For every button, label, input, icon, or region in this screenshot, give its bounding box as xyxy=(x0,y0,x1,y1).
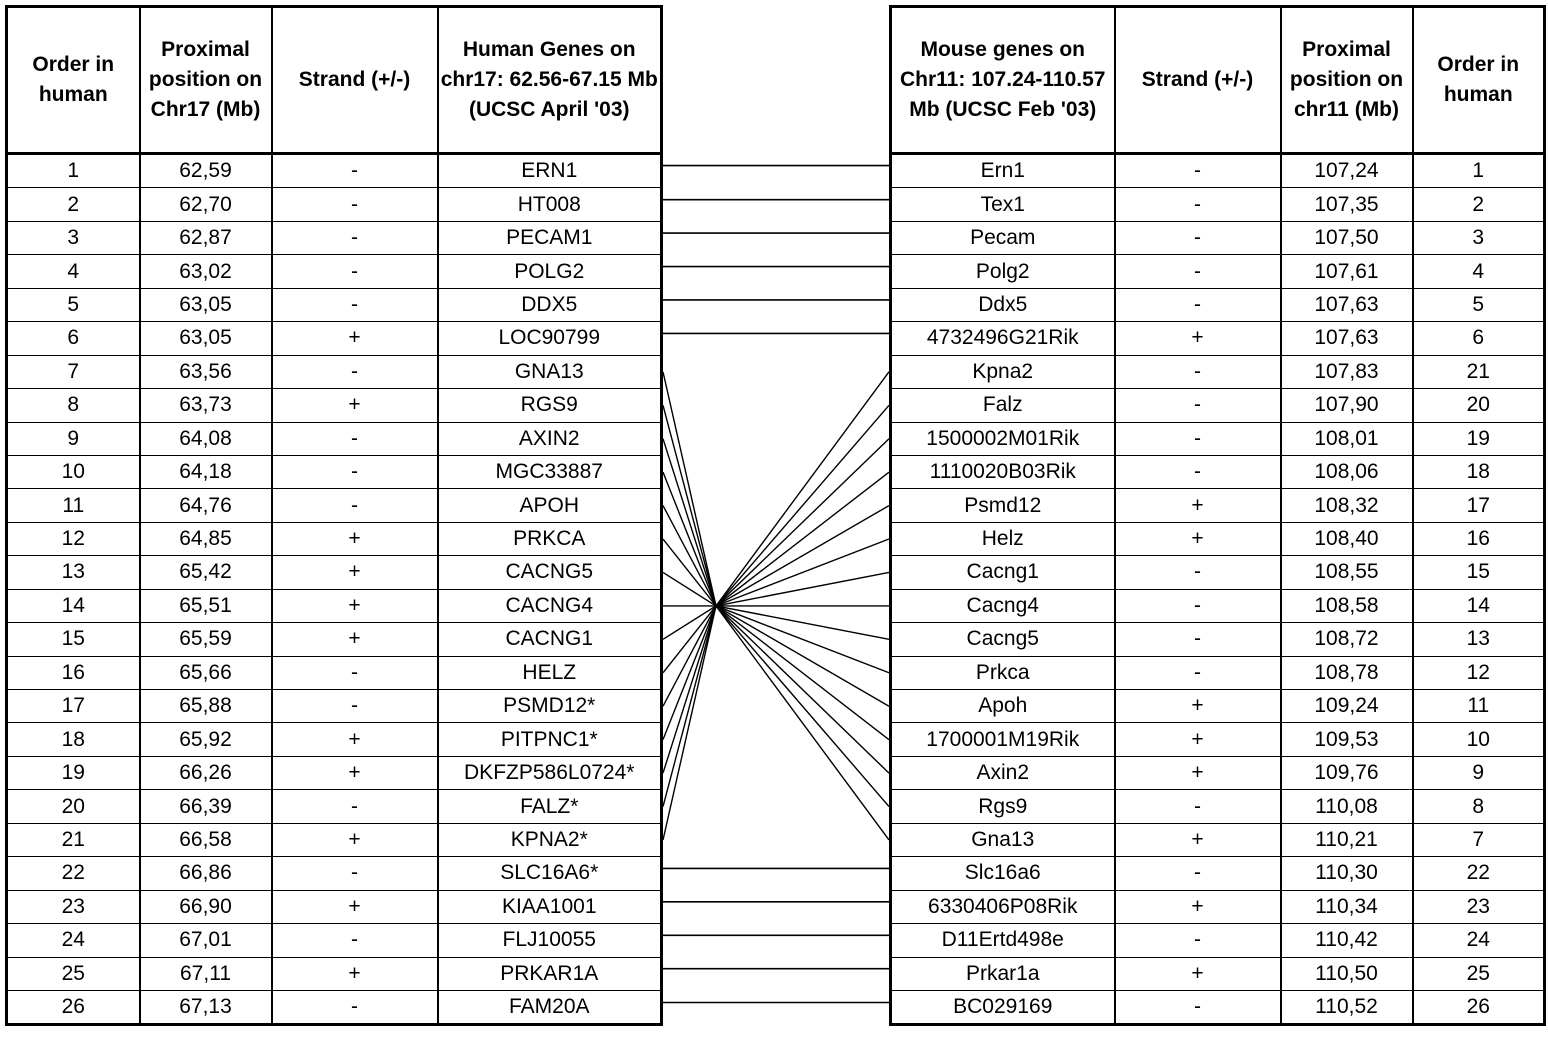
human-order-cell: 10 xyxy=(7,455,140,488)
mouse-order-cell: 5 xyxy=(1413,288,1545,321)
human-gene-cell: DDX5 xyxy=(438,288,662,321)
human-position-cell: 66,26 xyxy=(140,756,272,789)
human-order-cell: 11 xyxy=(7,489,140,522)
mouse-order-cell: 22 xyxy=(1413,857,1545,890)
human-gene-cell: DKFZP586L0724* xyxy=(438,756,662,789)
mouse-gene-cell: Rgs9 xyxy=(891,790,1115,823)
human-strand-cell: - xyxy=(272,489,438,522)
human-strand-cell: - xyxy=(272,355,438,388)
human-order-cell: 19 xyxy=(7,756,140,789)
mouse-position-cell: 108,01 xyxy=(1281,422,1413,455)
human-strand-cell: + xyxy=(272,522,438,555)
human-gene-header: Human Genes on chr17: 62.56-67.15 Mb (UCSC April '03) xyxy=(438,7,662,154)
human-position-cell: 67,11 xyxy=(140,957,272,990)
mouse-strand-cell: + xyxy=(1115,890,1281,923)
mouse-strand-cell: - xyxy=(1115,255,1281,288)
human-order-cell: 6 xyxy=(7,322,140,355)
human-position-cell: 63,56 xyxy=(140,355,272,388)
human-gene-cell: HT008 xyxy=(438,188,662,221)
mouse-strand-cell: + xyxy=(1115,823,1281,856)
human-gene-cell: MGC33887 xyxy=(438,455,662,488)
mouse-gene-cell: Polg2 xyxy=(891,255,1115,288)
mouse-position-cell: 107,83 xyxy=(1281,355,1413,388)
mouse-order-cell: 23 xyxy=(1413,890,1545,923)
mouse-strand-cell: - xyxy=(1115,556,1281,589)
human-position-header: Proximal position on Chr17 (Mb) xyxy=(140,7,272,154)
mouse-strand-cell: + xyxy=(1115,690,1281,723)
mouse-strand-header: Strand (+/-) xyxy=(1115,7,1281,154)
mouse-gene-cell: Ern1 xyxy=(891,154,1115,188)
human-order-cell: 8 xyxy=(7,389,140,422)
human-order-cell: 1 xyxy=(7,154,140,188)
mouse-position-cell: 110,34 xyxy=(1281,890,1413,923)
human-position-cell: 65,88 xyxy=(140,690,272,723)
mouse-order-cell: 9 xyxy=(1413,756,1545,789)
human-strand-cell: - xyxy=(272,422,438,455)
human-strand-cell: - xyxy=(272,288,438,321)
mouse-position-header: Proximal position on chr11 (Mb) xyxy=(1281,7,1413,154)
human-order-cell: 5 xyxy=(7,288,140,321)
human-gene-cell: APOH xyxy=(438,489,662,522)
human-strand-cell: - xyxy=(272,790,438,823)
human-strand-cell: - xyxy=(272,255,438,288)
mouse-strand-cell: + xyxy=(1115,723,1281,756)
mouse-strand-cell: - xyxy=(1115,623,1281,656)
human-order-cell: 14 xyxy=(7,589,140,622)
mouse-position-cell: 110,30 xyxy=(1281,857,1413,890)
mouse-gene-cell: Tex1 xyxy=(891,188,1115,221)
human-strand-cell: + xyxy=(272,756,438,789)
mouse-position-cell: 108,06 xyxy=(1281,455,1413,488)
mouse-order-cell: 6 xyxy=(1413,322,1545,355)
human-position-cell: 62,87 xyxy=(140,221,272,254)
mouse-position-cell: 108,40 xyxy=(1281,522,1413,555)
human-order-cell: 17 xyxy=(7,690,140,723)
human-gene-cell: PRKAR1A xyxy=(438,957,662,990)
human-strand-cell: + xyxy=(272,623,438,656)
mouse-order-cell: 3 xyxy=(1413,221,1545,254)
mouse-strand-cell: + xyxy=(1115,522,1281,555)
human-gene-cell: RGS9 xyxy=(438,389,662,422)
human-position-cell: 63,05 xyxy=(140,322,272,355)
mouse-gene-cell: D11Ertd498e xyxy=(891,924,1115,957)
human-order-cell: 15 xyxy=(7,623,140,656)
human-position-cell: 66,58 xyxy=(140,823,272,856)
mouse-gene-cell: Psmd12 xyxy=(891,489,1115,522)
human-gene-cell: CACNG1 xyxy=(438,623,662,656)
human-position-cell: 64,08 xyxy=(140,422,272,455)
mouse-strand-cell: + xyxy=(1115,756,1281,789)
human-order-cell: 21 xyxy=(7,823,140,856)
mouse-order-cell: 12 xyxy=(1413,656,1545,689)
human-strand-cell: + xyxy=(272,389,438,422)
human-order-header: Order in human xyxy=(7,7,140,154)
human-strand-cell: - xyxy=(272,455,438,488)
mouse-order-cell: 10 xyxy=(1413,723,1545,756)
mouse-order-cell: 17 xyxy=(1413,489,1545,522)
mouse-gene-cell: Prkar1a xyxy=(891,957,1115,990)
mouse-gene-cell: Cacng5 xyxy=(891,623,1115,656)
mouse-order-header: Order in human xyxy=(1413,7,1545,154)
human-gene-cell: GNA13 xyxy=(438,355,662,388)
human-position-cell: 65,51 xyxy=(140,589,272,622)
mouse-strand-cell: - xyxy=(1115,589,1281,622)
mouse-position-cell: 110,08 xyxy=(1281,790,1413,823)
mouse-position-cell: 108,72 xyxy=(1281,623,1413,656)
mouse-order-cell: 25 xyxy=(1413,957,1545,990)
mouse-strand-cell: - xyxy=(1115,924,1281,957)
mouse-position-cell: 110,21 xyxy=(1281,823,1413,856)
human-order-cell: 4 xyxy=(7,255,140,288)
human-position-cell: 63,73 xyxy=(140,389,272,422)
mouse-order-cell: 14 xyxy=(1413,589,1545,622)
human-strand-cell: - xyxy=(272,656,438,689)
mouse-gene-header: Mouse genes on Chr11: 107.24-110.57 Mb (UCSC Feb '03) xyxy=(891,7,1115,154)
human-strand-cell: - xyxy=(272,990,438,1024)
mouse-order-cell: 11 xyxy=(1413,690,1545,723)
human-position-cell: 67,13 xyxy=(140,990,272,1024)
mouse-order-cell: 21 xyxy=(1413,355,1545,388)
human-strand-cell: + xyxy=(272,723,438,756)
human-gene-cell: KPNA2* xyxy=(438,823,662,856)
human-strand-cell: + xyxy=(272,556,438,589)
human-strand-cell: - xyxy=(272,924,438,957)
mouse-gene-cell: BC029169 xyxy=(891,990,1115,1024)
human-strand-cell: + xyxy=(272,823,438,856)
mouse-position-cell: 107,90 xyxy=(1281,389,1413,422)
mouse-strand-cell: - xyxy=(1115,990,1281,1024)
mouse-gene-cell: 1110020B03Rik xyxy=(891,455,1115,488)
human-gene-cell: PRKCA xyxy=(438,522,662,555)
mouse-strand-cell: + xyxy=(1115,489,1281,522)
mouse-strand-cell: - xyxy=(1115,422,1281,455)
human-position-cell: 62,70 xyxy=(140,188,272,221)
mouse-order-cell: 15 xyxy=(1413,556,1545,589)
mouse-position-cell: 108,55 xyxy=(1281,556,1413,589)
mouse-order-cell: 1 xyxy=(1413,154,1545,188)
mouse-strand-cell: - xyxy=(1115,857,1281,890)
human-order-cell: 16 xyxy=(7,656,140,689)
mouse-strand-cell: - xyxy=(1115,790,1281,823)
human-strand-cell: + xyxy=(272,589,438,622)
human-position-cell: 65,66 xyxy=(140,656,272,689)
human-gene-cell: PECAM1 xyxy=(438,221,662,254)
human-order-cell: 22 xyxy=(7,857,140,890)
mouse-strand-cell: + xyxy=(1115,322,1281,355)
mouse-gene-cell: Prkca xyxy=(891,656,1115,689)
mouse-position-cell: 109,76 xyxy=(1281,756,1413,789)
mouse-order-cell: 8 xyxy=(1413,790,1545,823)
human-gene-cell: CACNG5 xyxy=(438,556,662,589)
human-strand-cell: + xyxy=(272,322,438,355)
mouse-order-cell: 20 xyxy=(1413,389,1545,422)
human-order-cell: 13 xyxy=(7,556,140,589)
mouse-position-cell: 110,42 xyxy=(1281,924,1413,957)
mouse-strand-cell: - xyxy=(1115,154,1281,188)
mouse-strand-cell: - xyxy=(1115,221,1281,254)
human-strand-cell: - xyxy=(272,154,438,188)
human-position-cell: 65,42 xyxy=(140,556,272,589)
human-gene-cell: SLC16A6* xyxy=(438,857,662,890)
human-order-cell: 3 xyxy=(7,221,140,254)
mouse-position-cell: 108,32 xyxy=(1281,489,1413,522)
mouse-strand-cell: - xyxy=(1115,389,1281,422)
human-gene-cell: PITPNC1* xyxy=(438,723,662,756)
mouse-gene-cell: Slc16a6 xyxy=(891,857,1115,890)
mouse-gene-cell: 1700001M19Rik xyxy=(891,723,1115,756)
human-position-cell: 64,76 xyxy=(140,489,272,522)
human-position-cell: 63,02 xyxy=(140,255,272,288)
human-order-cell: 24 xyxy=(7,924,140,957)
mouse-position-cell: 110,50 xyxy=(1281,957,1413,990)
human-position-cell: 66,90 xyxy=(140,890,272,923)
human-position-cell: 62,59 xyxy=(140,154,272,188)
human-order-cell: 2 xyxy=(7,188,140,221)
human-strand-cell: + xyxy=(272,957,438,990)
mouse-strand-cell: - xyxy=(1115,355,1281,388)
human-strand-cell: + xyxy=(272,890,438,923)
mouse-gene-cell: Pecam xyxy=(891,221,1115,254)
mouse-gene-cell: Helz xyxy=(891,522,1115,555)
human-order-cell: 12 xyxy=(7,522,140,555)
mouse-gene-cell: Apoh xyxy=(891,690,1115,723)
mouse-position-cell: 108,78 xyxy=(1281,656,1413,689)
mouse-position-cell: 107,35 xyxy=(1281,188,1413,221)
mouse-gene-cell: Gna13 xyxy=(891,823,1115,856)
mouse-order-cell: 24 xyxy=(1413,924,1545,957)
human-position-cell: 65,59 xyxy=(140,623,272,656)
mouse-gene-cell: Falz xyxy=(891,389,1115,422)
human-gene-cell: HELZ xyxy=(438,656,662,689)
human-position-cell: 66,86 xyxy=(140,857,272,890)
human-gene-cell: AXIN2 xyxy=(438,422,662,455)
mouse-gene-cell: Axin2 xyxy=(891,756,1115,789)
mouse-position-cell: 110,52 xyxy=(1281,990,1413,1024)
mouse-position-cell: 107,50 xyxy=(1281,221,1413,254)
human-gene-cell: PSMD12* xyxy=(438,690,662,723)
mouse-gene-cell: Ddx5 xyxy=(891,288,1115,321)
mouse-gene-cell: 1500002M01Rik xyxy=(891,422,1115,455)
human-position-cell: 64,18 xyxy=(140,455,272,488)
mouse-order-cell: 4 xyxy=(1413,255,1545,288)
human-order-cell: 23 xyxy=(7,890,140,923)
mouse-gene-cell: Kpna2 xyxy=(891,355,1115,388)
mouse-gene-cell: 4732496G21Rik xyxy=(891,322,1115,355)
human-order-cell: 18 xyxy=(7,723,140,756)
human-gene-cell: LOC90799 xyxy=(438,322,662,355)
human-position-cell: 63,05 xyxy=(140,288,272,321)
mouse-position-cell: 107,63 xyxy=(1281,288,1413,321)
mouse-gene-cell: Cacng1 xyxy=(891,556,1115,589)
mouse-strand-cell: - xyxy=(1115,188,1281,221)
human-gene-cell: FAM20A xyxy=(438,990,662,1024)
mouse-position-cell: 109,24 xyxy=(1281,690,1413,723)
human-gene-cell: FALZ* xyxy=(438,790,662,823)
mouse-order-cell: 2 xyxy=(1413,188,1545,221)
mouse-position-cell: 107,63 xyxy=(1281,322,1413,355)
mouse-order-cell: 19 xyxy=(1413,422,1545,455)
human-position-cell: 66,39 xyxy=(140,790,272,823)
mouse-position-cell: 107,24 xyxy=(1281,154,1413,188)
mouse-position-cell: 108,58 xyxy=(1281,589,1413,622)
mouse-order-cell: 7 xyxy=(1413,823,1545,856)
human-strand-header: Strand (+/-) xyxy=(272,7,438,154)
mouse-strand-cell: - xyxy=(1115,288,1281,321)
human-order-cell: 26 xyxy=(7,990,140,1024)
mouse-order-cell: 16 xyxy=(1413,522,1545,555)
human-position-cell: 67,01 xyxy=(140,924,272,957)
human-order-cell: 25 xyxy=(7,957,140,990)
mouse-order-cell: 13 xyxy=(1413,623,1545,656)
mouse-strand-cell: - xyxy=(1115,656,1281,689)
human-gene-cell: FLJ10055 xyxy=(438,924,662,957)
mouse-order-cell: 26 xyxy=(1413,990,1545,1024)
mouse-position-cell: 109,53 xyxy=(1281,723,1413,756)
mouse-gene-cell: 6330406P08Rik xyxy=(891,890,1115,923)
mouse-strand-cell: + xyxy=(1115,957,1281,990)
mouse-order-cell: 18 xyxy=(1413,455,1545,488)
human-strand-cell: - xyxy=(272,690,438,723)
human-gene-cell: POLG2 xyxy=(438,255,662,288)
mouse-position-cell: 107,61 xyxy=(1281,255,1413,288)
human-order-cell: 7 xyxy=(7,355,140,388)
human-strand-cell: - xyxy=(272,857,438,890)
mouse-gene-cell: Cacng4 xyxy=(891,589,1115,622)
human-strand-cell: - xyxy=(272,221,438,254)
mouse-strand-cell: - xyxy=(1115,455,1281,488)
human-strand-cell: - xyxy=(272,188,438,221)
human-gene-cell: ERN1 xyxy=(438,154,662,188)
human-gene-cell: KIAA1001 xyxy=(438,890,662,923)
human-position-cell: 65,92 xyxy=(140,723,272,756)
human-gene-cell: CACNG4 xyxy=(438,589,662,622)
human-order-cell: 9 xyxy=(7,422,140,455)
human-position-cell: 64,85 xyxy=(140,522,272,555)
human-order-cell: 20 xyxy=(7,790,140,823)
